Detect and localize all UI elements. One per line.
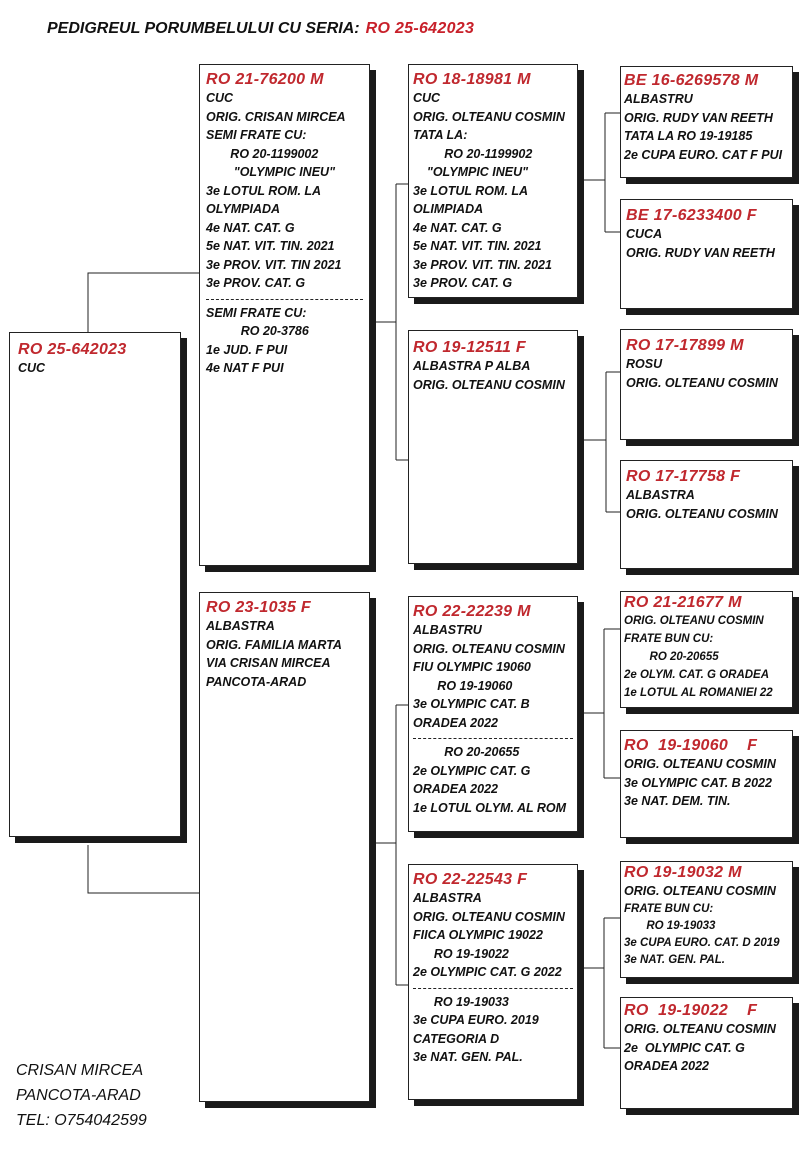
sire-sire-line: OLIMPIADA [413, 202, 484, 216]
sire-dam-line: ORIG. OLTEANU COSMIN [413, 377, 565, 392]
breeder-phone: TEL: O754042599 [16, 1112, 147, 1129]
subject-line: CUC [18, 361, 46, 375]
dam-sire-ring: RO 22-22239 M [413, 603, 531, 620]
sds-line: ORIG. OLTEANU COSMIN [626, 375, 778, 390]
dam-dam-dam-box [620, 997, 793, 1109]
dam-ring: RO 23-1035 F [206, 599, 311, 616]
sire-sire-line: 5e NAT. VIT. TIN. 2021 [413, 239, 542, 253]
dam-dam-line: RO 19-19033 [413, 994, 509, 1009]
sire-ring: RO 21-76200 M [206, 71, 324, 88]
sire-line: 4e NAT. CAT. G [206, 220, 295, 235]
dam-sire-line: ORIG. OLTEANU COSMIN [413, 641, 565, 656]
sire-line: 5e NAT. VIT. TIN. 2021 [206, 239, 335, 253]
sire-line: CUC [206, 91, 234, 105]
breeder-contact [16, 1058, 147, 1133]
dam-sire-box [408, 596, 578, 832]
sire-sire-line: CUC [413, 91, 441, 105]
sire-sire-line: 3e PROV. VIT. TIN. 2021 [413, 257, 552, 272]
sdd-line: ALBASTRA [626, 488, 695, 502]
dam-sire-sire-box [620, 591, 793, 708]
dss-line: 2e OLYM. CAT. G ORADEA [624, 669, 770, 681]
sire-line: OLYMPIADA [206, 202, 281, 216]
sire-sire-line: 4e NAT. CAT. G [413, 220, 502, 235]
sire-sire-dam-box [620, 199, 793, 309]
dam-dam-line: CATEGORIA D [413, 1031, 500, 1046]
dam-sire-line: FIU OLYMPIC 19060 [413, 660, 531, 674]
dss-line: FRATE BUN CU: [624, 633, 714, 645]
ssd-ring: BE 17-6233400 F [626, 207, 757, 224]
dsd-line: 3e NAT. DEM. TIN. [624, 794, 731, 808]
header-ring: RO 25-642023 [365, 20, 475, 37]
sire-sire-box [408, 64, 578, 298]
ddd-ring: RO 19-19022 F [624, 1002, 758, 1019]
breeder-name: CRISAN MIRCEA [16, 1062, 144, 1079]
dss-line: 1e LOTUL AL ROMANIEI 22 [624, 687, 773, 699]
sss-line: ALBASTRU [624, 92, 693, 106]
dam-sire-line: 1e LOTUL OLYM. AL ROM [413, 800, 567, 815]
ddd-line: ORADEA 2022 [624, 1059, 709, 1073]
dds-line: ORIG. OLTEANU COSMIN [624, 884, 776, 898]
sire-box [199, 64, 370, 566]
sire-sire-line: ORIG. OLTEANU COSMIN [413, 109, 565, 124]
dds-line: 3e CUPA EURO. CAT. D 2019 [624, 936, 780, 949]
sire-dam-box [408, 330, 578, 564]
dam-dam-ring: RO 22-22543 F [413, 871, 528, 888]
dam-dam-line: 3e CUPA EURO. 2019 [413, 1013, 539, 1027]
dam-sire-line: RO 19-19060 [413, 678, 513, 693]
sire-line: RO 20-1199002 [206, 146, 319, 161]
sds-ring: RO 17-17899 M [626, 337, 744, 354]
dam-sire-line: ORADEA 2022 [413, 715, 498, 730]
dam-line: VIA CRISAN MIRCEA [206, 656, 331, 670]
sire-sire-ring: RO 18-18981 M [413, 71, 531, 88]
dam-dam-line: 2e OLYMPIC CAT. G 2022 [413, 965, 562, 979]
subject-ring: RO 25-642023 [18, 341, 127, 358]
ssd-line: CUCA [626, 227, 663, 241]
dds-ring: RO 19-19032 M [624, 864, 742, 881]
sire-dam-dam-box [620, 460, 793, 569]
sdd-ring: RO 17-17758 F [626, 468, 741, 485]
sire-sire-line: "OLYMPIC INEU" [413, 165, 529, 179]
dam-dam-line: FIICA OLYMPIC 19022 [413, 928, 543, 942]
sire-line: RO 20-3786 [206, 324, 309, 338]
section-divider [413, 738, 573, 739]
dam-line: ORIG. FAMILIA MARTA [206, 637, 342, 652]
dsd-line: 3e OLYMPIC CAT. B 2022 [624, 775, 772, 790]
dam-sire-line: 2e OLYMPIC CAT. G [413, 763, 531, 778]
dds-line: FRATE BUN CU: [624, 902, 714, 915]
dam-dam-box [408, 864, 578, 1100]
sire-sire-line: TATA LA: [413, 128, 468, 142]
dam-sire-line: 3e OLYMPIC CAT. B [413, 697, 530, 711]
sss-line: 2e CUPA EURO. CAT F PUI [624, 147, 783, 162]
dam-box [199, 592, 370, 1102]
dss-ring: RO 21-21677 M [624, 594, 742, 611]
dam-sire-line: RO 20-20655 [413, 745, 520, 759]
sire-sire-line: RO 20-1199902 [413, 146, 533, 161]
sire-dam-ring: RO 19-12511 F [413, 339, 526, 356]
section-divider [206, 299, 363, 300]
dss-line: RO 20-20655 [624, 651, 719, 663]
dsd-line: ORIG. OLTEANU COSMIN [624, 757, 776, 771]
sire-sire-line: 3e PROV. CAT. G [413, 276, 513, 290]
ddd-line: 2e OLYMPIC CAT. G [624, 1040, 745, 1055]
dam-sire-line: ORADEA 2022 [413, 782, 498, 796]
sire-line: 3e LOTUL ROM. LA [206, 183, 322, 198]
dam-line: PANCOTA-ARAD [206, 674, 307, 689]
ssd-line: ORIG. RUDY VAN REETH [626, 245, 775, 260]
sire-line: ORIG. CRISAN MIRCEA [206, 109, 346, 124]
dam-dam-line: 3e NAT. GEN. PAL. [413, 1050, 523, 1064]
sss-ring: BE 16-6269578 M [624, 72, 759, 89]
dam-dam-line: RO 19-19022 [413, 946, 509, 961]
sire-line: 3e PROV. CAT. G [206, 276, 306, 290]
dss-line: ORIG. OLTEANU COSMIN [624, 615, 764, 627]
breeder-location: PANCOTA-ARAD [16, 1087, 141, 1104]
dds-line: 3e NAT. GEN. PAL. [624, 953, 725, 966]
sdd-line: ORIG. OLTEANU COSMIN [626, 506, 778, 521]
sire-line: 1e JUD. F PUI [206, 342, 288, 357]
sire-sire-sire-box [620, 66, 793, 178]
dam-sire-line: ALBASTRU [413, 623, 482, 637]
sire-line: SEMI FRATE CU: [206, 305, 307, 320]
dsd-ring: RO 19-19060 F [624, 737, 758, 754]
connector-subject-sire [88, 273, 199, 332]
dam-sire-dam-box [620, 730, 793, 838]
sds-line: ROSU [626, 357, 663, 371]
dam-dam-sire-box [620, 861, 793, 978]
sire-line: "OLYMPIC INEU" [206, 165, 335, 179]
dam-dam-line: ALBASTRA [413, 891, 482, 905]
sire-dam-sire-box [620, 329, 793, 440]
sire-sire-line: 3e LOTUL ROM. LA [413, 183, 529, 198]
connector-subject-dam [88, 845, 199, 893]
header-title: PEDIGREUL PORUMBELULUI CU SERIA: [47, 20, 360, 37]
dam-dam-line: ORIG. OLTEANU COSMIN [413, 909, 565, 924]
sire-line: 4e NAT F PUI [206, 361, 284, 375]
sss-line: ORIG. RUDY VAN REETH [624, 110, 773, 125]
subject-box [9, 332, 181, 837]
ddd-line: ORIG. OLTEANU COSMIN [624, 1022, 776, 1036]
sire-dam-line: ALBASTRA P ALBA [413, 359, 531, 373]
dds-line: RO 19-19033 [624, 919, 716, 932]
dam-line: ALBASTRA [206, 619, 275, 633]
section-divider [413, 988, 573, 989]
sss-line: TATA LA RO 19-19185 [624, 129, 753, 143]
sire-line: SEMI FRATE CU: [206, 128, 307, 142]
sire-line: 3e PROV. VIT. TIN 2021 [206, 257, 342, 272]
